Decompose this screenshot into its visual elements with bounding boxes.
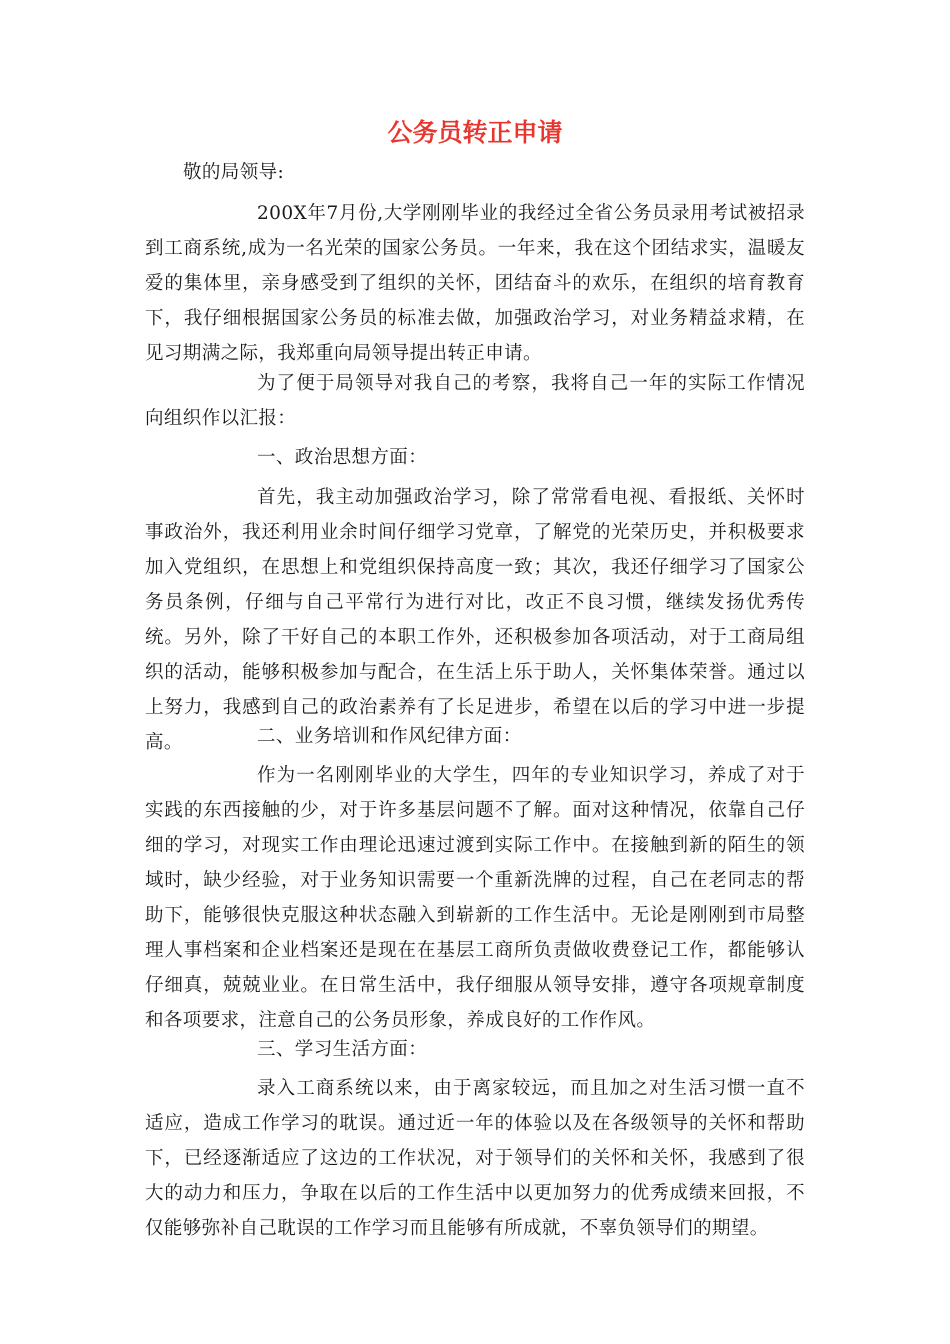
salutation: 敬的局领导: [183, 162, 285, 183]
paragraph-intro: 200X年7月份,大学刚刚毕业的我经过全省公务员录用考试被招录到工商系统,成为一名光荣的国家公务员。一年来，我在这个团结求实，温暖友爱的集体里，亲身感受到了组织的关怀，团结奋斗的欢乐，在组织的培育教育下，我仔细根据国家公务员的标准去做，加强政治学习，对业务精益求精，在见习期满之际，我郑重向局领导提出转正申请。 [145, 203, 805, 364]
section-heading-political: 一、政治思想方面： [257, 447, 428, 468]
section-heading-life: 三、学习生活方面： [257, 1039, 428, 1060]
document-title: 公务员转正申请 [387, 118, 563, 147]
section-heading-training: 二、业务培训和作风纪律方面： [257, 726, 522, 747]
paragraph-report: 为了便于局领导对我自己的考察，我将自己一年的实际工作情况向组织作以汇报： [145, 373, 805, 429]
paragraph-political: 首先，我主动加强政治学习，除了常常看电视、看报纸、关怀时事政治外，我还利用业余时间仔细学习党章，了解党的光荣历史，并积极要求加入党组织，在思想上和党组织保持高度一致；其次，我还仔细学习了国家公务员条例，仔细与自己平常行为进行对比，改正不良习惯，继续发扬优秀传统。另外，除了干好自己的本职工作外，还积极参加各项活动，对于工商局组织的活动，能够积极参加与配合，在生活上乐于助人，关怀集体荣誉。通过以上努力，我感到自己的政治素养有了长足进步，希望在以后的学习中进一步提高。 [145, 487, 805, 753]
paragraph-life: 录入工商系统以来，由于离家较远，而且加之对生活习惯一直不适应，造成工作学习的耽误。通过近一年的体验以及在各级领导的关怀和帮助下，已经逐渐适应了这边的工作状况，对于领导们的关怀和关怀，我感到了很大的动力和压力，争取在以后的工作生活中以更加努力的优秀成绩来回报，不仅能够弥补自己耽误的工作学习而且能够有所成就，不辜负领导们的期望。 [145, 1078, 805, 1239]
paragraph-training: 作为一名刚刚毕业的大学生，四年的专业知识学习，养成了对于实践的东西接触的少，对于许多基层问题不了解。面对这种情况，依靠自己仔细的学习，对现实工作由理论迅速过渡到实际工作中。在接触到新的陌生的领域时，缺少经验，对于业务知识需要一个重新洗牌的过程，自己在老同志的帮助下，能够很快克服这种状态融入到崭新的工作生活中。无论是刚刚到市局整理人事档案和企业档案还是现在在基层工商所负责做收费登记工作，都能够认仔细真，兢兢业业。在日常生活中，我仔细服从领导安排，遵守各项规章制度和各项要求，注意自己的公务员形象，养成良好的工作作风。 [145, 765, 805, 1031]
